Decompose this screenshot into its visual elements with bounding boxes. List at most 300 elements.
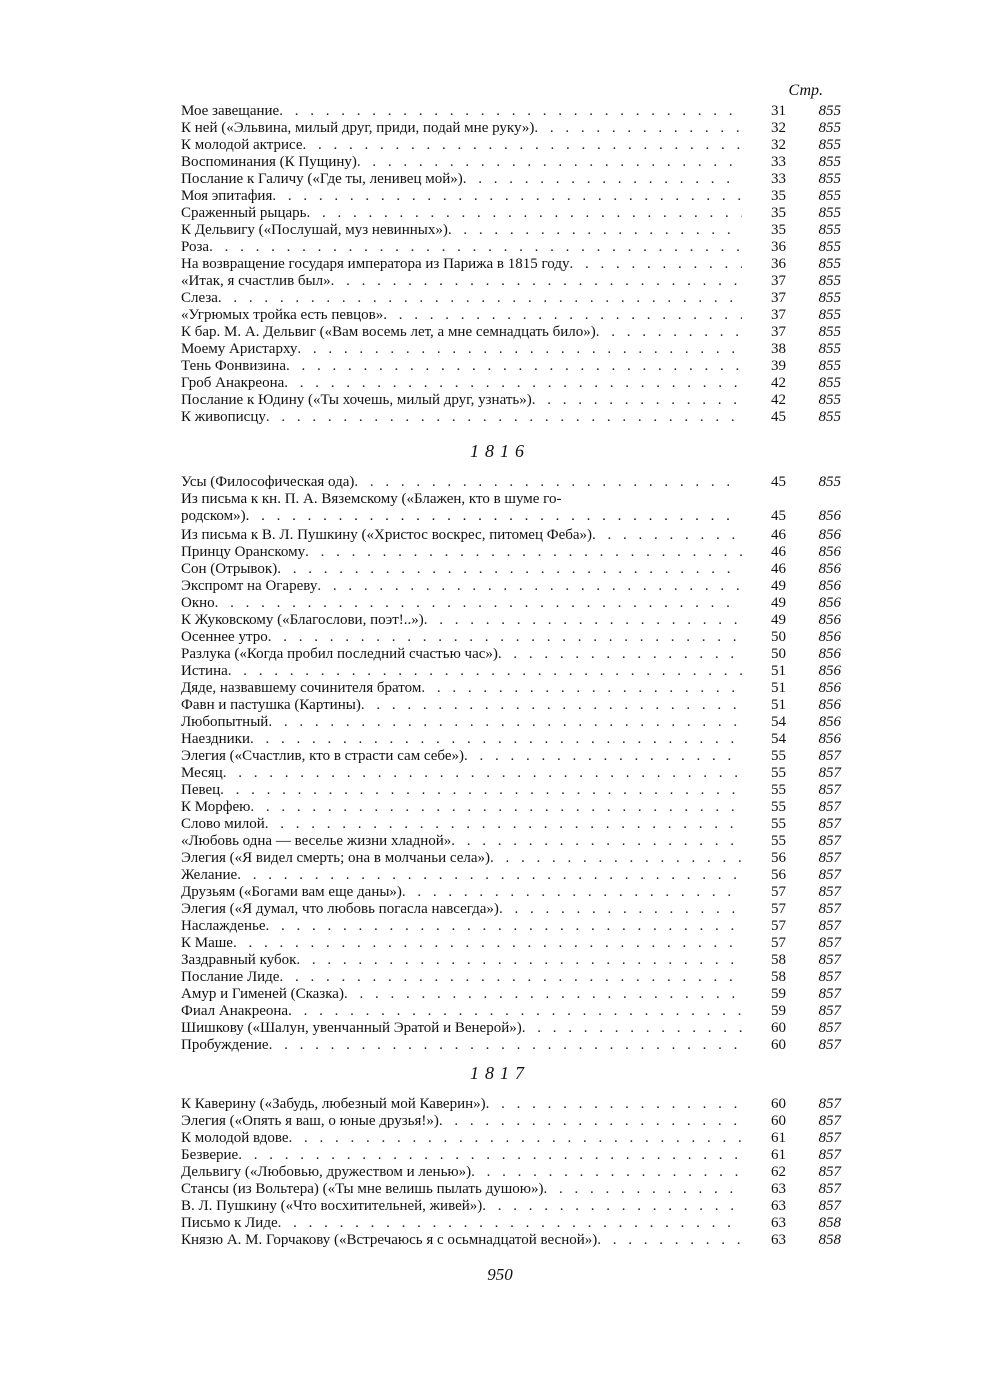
toc-entry-page: 49: [771, 595, 786, 611]
toc-entry: [181, 714, 841, 731]
toc-entry-ref: 855: [818, 120, 841, 136]
leader-dots: [482, 1198, 742, 1215]
toc-entry: [181, 595, 841, 612]
toc-entry-ref: 857: [818, 884, 841, 900]
toc-entry: [181, 816, 841, 833]
leader-dots: [486, 1096, 742, 1113]
leader-dots: [237, 867, 742, 884]
toc-entry-ref: 855: [818, 256, 841, 272]
toc-entry-ref: 855: [818, 341, 841, 357]
toc-entry-page: 37: [771, 324, 786, 340]
toc-entry-title: Моя эпитафия: [181, 188, 273, 204]
toc-entry-title: Дяде, назвавшему сочинителя братом: [181, 680, 422, 696]
toc-entry-ref: 855: [818, 290, 841, 306]
toc-entry-ref: 857: [818, 1130, 841, 1146]
leader-dots: [288, 1003, 742, 1020]
toc-entry: [181, 1003, 841, 1020]
leader-dots: [569, 256, 742, 273]
toc-entry-title: К Жуковскому («Благослови, поэт!..»): [181, 612, 424, 628]
toc-entry-ref: 855: [818, 222, 841, 238]
toc-entry-page: 55: [771, 833, 786, 849]
toc-entry-page: 35: [771, 222, 786, 238]
leader-dots: [296, 952, 742, 969]
toc-entry-title: «Угрюмых тройка есть певцов»: [181, 307, 384, 323]
toc-entry: [181, 884, 841, 901]
toc-entry-page: 32: [771, 137, 786, 153]
leader-dots: [209, 239, 742, 256]
leader-dots: [233, 935, 742, 952]
toc-entry-page: 55: [771, 782, 786, 798]
toc-entry: [181, 544, 841, 561]
toc-entry-title: Окно: [181, 595, 215, 611]
toc-entry-ref: 855: [818, 375, 841, 391]
leader-dots: [361, 697, 742, 714]
toc-entry-ref: 857: [818, 1037, 841, 1053]
leader-dots: [522, 1020, 742, 1037]
toc-entry-title: К Дельвигу («Послушай, муз невинных»): [181, 222, 448, 238]
toc-entry-page: 46: [771, 561, 786, 577]
leader-dots: [286, 358, 742, 375]
leader-dots: [439, 1113, 742, 1130]
toc-entry-ref: 855: [818, 474, 841, 490]
leader-dots: [424, 612, 742, 629]
toc-entry-page: 57: [771, 884, 786, 900]
toc-entry: [181, 1096, 841, 1113]
toc-entry-page: 56: [771, 867, 786, 883]
toc-entry-page: 42: [771, 392, 786, 408]
toc-entry-title: Заздравный кубок: [181, 952, 297, 968]
toc-entry-ref: 857: [818, 1096, 841, 1112]
toc-entry: [181, 358, 841, 375]
toc-entry: [181, 392, 841, 409]
toc-entry: [181, 799, 841, 816]
toc-entry: [181, 561, 841, 578]
leader-dots: [279, 969, 742, 986]
leader-dots: [421, 680, 742, 697]
toc-entry-ref: 856: [818, 595, 841, 611]
toc-entry-ref: 856: [818, 612, 841, 628]
toc-entry-title: Пробуждение: [181, 1037, 269, 1053]
toc-entry-page: 58: [771, 952, 786, 968]
toc-entry-page: 63: [771, 1232, 786, 1248]
leader-dots: [448, 222, 742, 239]
leader-dots: [357, 154, 742, 171]
toc-entry: [181, 901, 841, 918]
toc-entry-page: 39: [771, 358, 786, 374]
toc-entry-page: 50: [771, 646, 786, 662]
toc-entry-title: К ней («Эльвина, милый друг, приди, подай мне руку»): [181, 120, 535, 136]
toc-entry-ref: 857: [818, 799, 841, 815]
toc-entry: [181, 1113, 841, 1130]
toc-entry: [181, 324, 841, 341]
leader-dots: [596, 324, 742, 341]
toc-entry: [181, 986, 841, 1003]
toc-entry-page: 33: [771, 171, 786, 187]
toc-entry-title: Месяц: [181, 765, 223, 781]
toc-entry-ref: 857: [818, 1003, 841, 1019]
toc-entry: [181, 239, 841, 256]
toc-entry: [181, 918, 841, 935]
leader-dots: [265, 918, 742, 935]
toc-entry-ref: 857: [818, 986, 841, 1002]
toc-entry-title: Стансы (из Вольтера) («Ты мне велишь пылать душою»): [181, 1181, 544, 1197]
toc-entry-title: Экспромт на Огареву: [181, 578, 318, 594]
leader-dots: [463, 171, 742, 188]
leader-dots: [532, 392, 742, 409]
toc-entry-page: 59: [771, 986, 786, 1002]
toc-entry-page: 37: [771, 290, 786, 306]
toc-entry: [181, 120, 841, 137]
toc-block-1815: [181, 103, 841, 426]
leader-dots: [383, 307, 742, 324]
toc-entry: [181, 867, 841, 884]
toc-entry: [181, 491, 841, 525]
toc-entry: [181, 1147, 841, 1164]
toc-entry-ref: 857: [818, 935, 841, 951]
toc-entry-ref: 856: [818, 680, 841, 696]
leader-dots: [344, 986, 742, 1003]
leader-dots: [215, 595, 742, 612]
toc-entry-title: Послание к Юдину («Ты хочешь, милый друг, узнать»): [181, 392, 532, 408]
leader-dots: [268, 629, 742, 646]
toc-entry-page: 54: [771, 714, 786, 730]
toc-entry-page: 46: [771, 544, 786, 560]
toc-entry-ref: 857: [818, 1147, 841, 1163]
toc-entry-title: Мое завещание: [181, 103, 280, 119]
toc-entry-title: Истина: [181, 663, 228, 679]
toc-entry-page: 62: [771, 1164, 786, 1180]
toc-entry-title: Послание к Галичу («Где ты, ленивец мой»): [181, 171, 463, 187]
leader-dots: [250, 799, 742, 816]
toc-entry: [181, 341, 841, 358]
toc-entry-title: Послание Лиде: [181, 969, 280, 985]
toc-entry-page: 36: [771, 256, 786, 272]
leader-dots: [284, 375, 742, 392]
toc-entry: [181, 663, 841, 680]
toc-entry-ref: 857: [818, 1020, 841, 1036]
toc-entry-page: 61: [771, 1130, 786, 1146]
toc-entry-ref: 856: [818, 697, 841, 713]
toc-entry-page: 33: [771, 154, 786, 170]
toc-entry-title-line2: родском»): [181, 508, 246, 524]
toc-entry-page: 55: [771, 816, 786, 832]
toc-entry-page: 37: [771, 273, 786, 289]
leader-dots: [223, 765, 742, 782]
toc-entry: [181, 1215, 841, 1232]
toc-entry-page: 63: [771, 1181, 786, 1197]
leader-dots: [597, 1232, 742, 1249]
toc-entry-title: Моему Аристарху: [181, 341, 298, 357]
toc-entry-page: 60: [771, 1037, 786, 1053]
leader-dots: [534, 120, 742, 137]
toc-entry-page: 51: [771, 680, 786, 696]
toc-entry-page: 50: [771, 629, 786, 645]
toc-entry-title: К бар. М. А. Дельвиг («Вам восемь лет, а мне семнадцать било»): [181, 324, 596, 340]
leader-dots: [297, 341, 742, 358]
toc-block-1816-first: [181, 474, 841, 491]
toc-entry-ref: 856: [818, 578, 841, 594]
toc-entry-title: Сраженный рыцарь: [181, 205, 307, 221]
toc-entry-title: Письмо к Лиде: [181, 1215, 278, 1231]
leader-dots: [303, 137, 742, 154]
toc-entry-ref: 856: [818, 731, 841, 747]
toc-entry-page: 63: [771, 1215, 786, 1231]
toc-entry: [181, 731, 841, 748]
toc-entry-title: Князю А. М. Горчакову («Встречаюсь я с осьмнадцатой весной»): [181, 1232, 598, 1248]
toc-entry-ref: 856: [818, 663, 841, 679]
toc-entry-ref: 857: [818, 833, 841, 849]
leader-dots: [543, 1181, 742, 1198]
toc-entry-ref: 857: [818, 816, 841, 832]
toc-entry-ref: 855: [818, 358, 841, 374]
toc-entry: [181, 154, 841, 171]
toc-entry-title-line1: Из письма к кн. П. А. Вяземскому («Блажен, кто в шуме го-: [181, 491, 562, 507]
toc-entry-title: К живописцу: [181, 409, 266, 425]
toc-entry: [181, 833, 841, 850]
leader-dots: [498, 646, 742, 663]
toc-entry-page: 35: [771, 188, 786, 204]
toc-entry-page: 61: [771, 1147, 786, 1163]
toc-entry-ref: 855: [818, 171, 841, 187]
toc-entry-title: Наездники: [181, 731, 250, 747]
toc-entry-page: 45: [771, 409, 786, 425]
toc-entry-title: Роза: [181, 239, 210, 255]
toc-entry: [181, 474, 841, 491]
toc-entry-page: 56: [771, 850, 786, 866]
toc-entry-ref: 857: [818, 918, 841, 934]
toc-entry-ref: 857: [818, 952, 841, 968]
toc-entry-ref: 856: [818, 508, 841, 524]
toc-entry-title: К Маше: [181, 935, 233, 951]
toc-entry-title: Гроб Анакреона: [181, 375, 285, 391]
leader-dots: [305, 544, 742, 561]
toc-entry: [181, 222, 841, 239]
toc-entry: [181, 935, 841, 952]
section-heading-1817: 1817: [470, 1063, 530, 1083]
toc-entry-ref: 855: [818, 324, 841, 340]
toc-entry-ref: 856: [818, 544, 841, 560]
toc-entry-page: 57: [771, 901, 786, 917]
toc-entry-ref: 855: [818, 205, 841, 221]
toc-entry: [181, 782, 841, 799]
toc-entry: [181, 409, 841, 426]
toc-entry-page: 63: [771, 1198, 786, 1214]
toc-entry-page: 31: [771, 103, 786, 119]
toc-entry-title: «Итак, я счастлив был»: [181, 273, 331, 289]
leader-dots: [218, 290, 742, 307]
toc-entry: [181, 1181, 841, 1198]
toc-entry: [181, 748, 841, 765]
toc-entry-title: К молодой вдове: [181, 1130, 289, 1146]
toc-entry-ref: 857: [818, 850, 841, 866]
leader-dots: [269, 1037, 742, 1054]
toc-entry-ref: 857: [818, 765, 841, 781]
toc-entry-page: 59: [771, 1003, 786, 1019]
toc-entry: [181, 612, 841, 629]
toc-entry-title: Воспоминания (К Пущину): [181, 154, 357, 170]
toc-entry-title: Элегия («Опять я ваш, о юные друзья!»): [181, 1113, 439, 1129]
toc-entry-title: Друзьям («Богами вам еще даны»): [181, 884, 402, 900]
toc-entry-ref: 855: [818, 392, 841, 408]
toc-entry-ref: 855: [818, 103, 841, 119]
toc-entry: [181, 1130, 841, 1147]
toc-entry: [181, 171, 841, 188]
leader-dots: [266, 409, 742, 426]
toc-entry-title: Певец: [181, 782, 221, 798]
toc-entry-page: 32: [771, 120, 786, 136]
page-number: 950: [487, 1265, 513, 1284]
toc-entry-page: 46: [771, 527, 786, 543]
toc-entry-title: Сон (Отрывок): [181, 561, 278, 577]
toc-entry-page: 51: [771, 697, 786, 713]
toc-entry-page: 51: [771, 663, 786, 679]
toc-entry-ref: 857: [818, 867, 841, 883]
leader-dots: [354, 474, 742, 491]
toc-entry-title: Тень Фонвизина: [181, 358, 286, 374]
toc-entry: [181, 850, 841, 867]
toc-entry: [181, 273, 841, 290]
toc-entry-page: 58: [771, 969, 786, 985]
leader-dots: [592, 527, 742, 544]
toc-block-1816: [181, 527, 841, 1054]
toc-entry: [181, 629, 841, 646]
toc-entry-title: Слово милой: [181, 816, 265, 832]
toc-entry-page: 57: [771, 935, 786, 951]
toc-entry-page: 55: [771, 748, 786, 764]
toc-entry-title: Разлука («Когда пробил последний счастью час»): [181, 646, 498, 662]
toc-entry-ref: 855: [818, 137, 841, 153]
toc-entry-title: К молодой актрисе: [181, 137, 303, 153]
toc-entry-page: 55: [771, 765, 786, 781]
toc-entry: [181, 103, 841, 120]
toc-entry: [181, 1198, 841, 1215]
toc-entry-ref: 856: [818, 646, 841, 662]
leader-dots: [307, 205, 742, 222]
leader-dots: [331, 273, 742, 290]
toc-entry-title: «Любовь одна — веселье жизни хладной»: [181, 833, 452, 849]
toc-entry: [181, 1020, 841, 1037]
toc-entry-page: 45: [771, 474, 786, 490]
toc-entry: [181, 680, 841, 697]
toc-entry-ref: 855: [818, 239, 841, 255]
leader-dots: [289, 1130, 742, 1147]
toc-entry-ref: 855: [818, 154, 841, 170]
toc-entry-ref: 857: [818, 901, 841, 917]
toc-entry-page: 49: [771, 612, 786, 628]
toc-entry-ref: 858: [818, 1215, 841, 1231]
toc-entry-page: 57: [771, 918, 786, 934]
leader-dots: [265, 816, 742, 833]
leader-dots: [278, 1215, 742, 1232]
toc-entry-title: Фиал Анакреона: [181, 1003, 289, 1019]
toc-entry-ref: 856: [818, 714, 841, 730]
toc-entry-ref: 857: [818, 1164, 841, 1180]
toc-entry: [181, 646, 841, 663]
toc-entry-title: Элегия («Я думал, что любовь погасла навсегда»): [181, 901, 499, 917]
leader-dots: [471, 1164, 742, 1181]
toc-entry-ref: 855: [818, 409, 841, 425]
leader-dots: [490, 850, 742, 867]
leader-dots: [220, 782, 742, 799]
leader-dots: [250, 731, 742, 748]
toc-entry-title: Наслажденье: [181, 918, 266, 934]
toc-entry-ref: 857: [818, 1181, 841, 1197]
toc-entry: [181, 952, 841, 969]
toc-entry-ref: 856: [818, 629, 841, 645]
toc-entry: [181, 256, 841, 273]
toc-entry-page: 42: [771, 375, 786, 391]
toc-entry-title: Фавн и пастушка (Картины): [181, 697, 361, 713]
toc-entry-title: К Каверину («Забудь, любезный мой Каверин»): [181, 1096, 486, 1112]
toc-entry: [181, 1164, 841, 1181]
toc-entry-page: 35: [771, 205, 786, 221]
toc-entry-page: 60: [771, 1113, 786, 1129]
toc-entry: [181, 375, 841, 392]
toc-entry: [181, 765, 841, 782]
toc-entry: [181, 137, 841, 154]
leader-dots: [228, 663, 742, 680]
toc-entry-title: Желание: [181, 867, 238, 883]
leader-dots: [238, 1147, 742, 1164]
toc-entry-ref: 857: [818, 1198, 841, 1214]
leader-dots: [317, 578, 742, 595]
section-heading-1816: 1816: [470, 441, 530, 461]
toc-entry-title: Элегия («Я видел смерть; она в молчаньи села»): [181, 850, 491, 866]
toc-entry-page: 45: [771, 508, 786, 524]
toc-entry: [181, 697, 841, 714]
toc-entry-title: Слеза: [181, 290, 218, 306]
toc-entry: [181, 188, 841, 205]
toc-entry-title: Безверие: [181, 1147, 239, 1163]
toc-entry-title: В. Л. Пушкину («Что восхитительней, живей»): [181, 1198, 483, 1214]
leader-dots: [464, 748, 742, 765]
toc-entry: [181, 205, 841, 222]
toc-entry-page: 54: [771, 731, 786, 747]
leader-dots: [272, 188, 742, 205]
toc-entry-title: Из письма к В. Л. Пушкину («Христос воскрес, питомец Феба»): [181, 527, 593, 543]
toc-block-1816-multi: [181, 491, 841, 525]
toc-entry-title: На возвращение государя императора из Парижа в 1815 году: [181, 256, 570, 272]
toc-entry-title: Шишкову («Шалун, увенчанный Эратой и Венерой»): [181, 1020, 522, 1036]
leader-dots: [268, 714, 742, 731]
toc-entry-ref: 856: [818, 527, 841, 543]
toc-entry-page: 38: [771, 341, 786, 357]
toc-entry-title: Амур и Гименей (Сказка): [181, 986, 344, 1002]
toc-entry-ref: 857: [818, 748, 841, 764]
toc-entry-page: 55: [771, 799, 786, 815]
leader-dots: [451, 833, 742, 850]
toc-entry-ref: 857: [818, 782, 841, 798]
toc-entry-page: 37: [771, 307, 786, 323]
toc-entry-title: Дельвигу («Любовью, дружеством и ленью»): [181, 1164, 472, 1180]
toc-block-1817: [181, 1096, 841, 1249]
leader-dots: [402, 884, 742, 901]
toc-entry: [181, 1037, 841, 1054]
toc-entry-title: Любопытный: [181, 714, 269, 730]
toc-entry: [181, 307, 841, 324]
toc-entry: [181, 290, 841, 307]
page-column-header: Стр.: [788, 82, 823, 99]
toc-entry-page: 36: [771, 239, 786, 255]
toc-entry-ref: 855: [818, 273, 841, 289]
toc-entry-ref: 855: [818, 188, 841, 204]
leader-dots: [279, 103, 742, 120]
toc-entry: [181, 1232, 841, 1249]
toc-entry-title: Усы (Философическая ода): [181, 474, 355, 490]
leader-dots: [277, 561, 742, 578]
toc-entry-title: К Морфею: [181, 799, 251, 815]
toc-entry: [181, 969, 841, 986]
